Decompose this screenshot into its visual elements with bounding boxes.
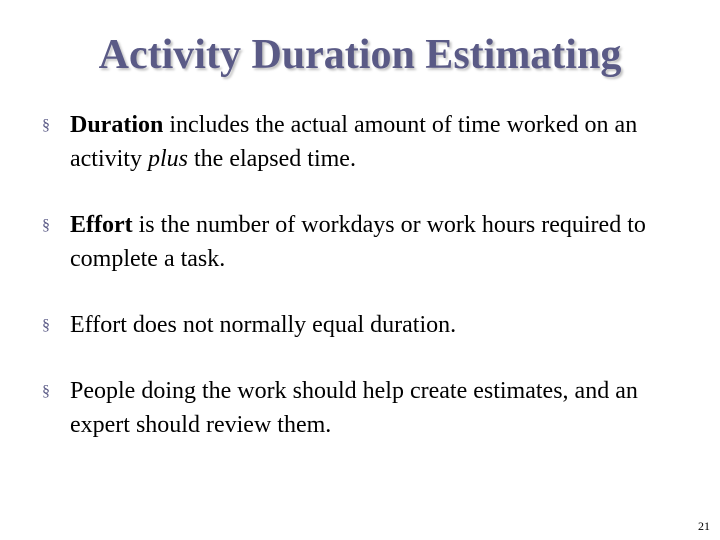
bullet-item-duration — [42, 108, 692, 176]
page-number: 21 — [698, 519, 710, 533]
text-run: Effort does not normally equal duration. — [70, 312, 457, 338]
bullet-text — [70, 112, 637, 172]
term-duration: Duration — [70, 112, 164, 138]
bullet-text — [70, 212, 646, 272]
text-run: includes the actual amount of time worked on an activity — [70, 112, 638, 172]
bullet-marker-icon: § — [42, 383, 50, 400]
bullet-text — [70, 312, 456, 338]
bullet-marker-icon: § — [42, 117, 50, 134]
emphasis-plus: plus — [147, 146, 188, 172]
text-run: is the number of workdays or work hours required to complete a task. — [70, 212, 646, 272]
bullet-marker-icon: § — [42, 217, 50, 234]
bullet-list — [42, 108, 692, 442]
text-run: People doing the work should help create estimates, and an expert should review them. — [70, 378, 638, 438]
bullet-item-effort — [42, 208, 692, 276]
bullet-text — [70, 378, 638, 438]
bullet-item-effort-vs-duration — [42, 308, 692, 342]
slide-title: Activity Duration Estimating — [98, 32, 622, 78]
bullet-item-estimates — [42, 374, 692, 442]
text-run: the elapsed time. — [188, 146, 356, 172]
term-effort: Effort — [70, 212, 133, 238]
bullet-marker-icon: § — [42, 317, 50, 334]
